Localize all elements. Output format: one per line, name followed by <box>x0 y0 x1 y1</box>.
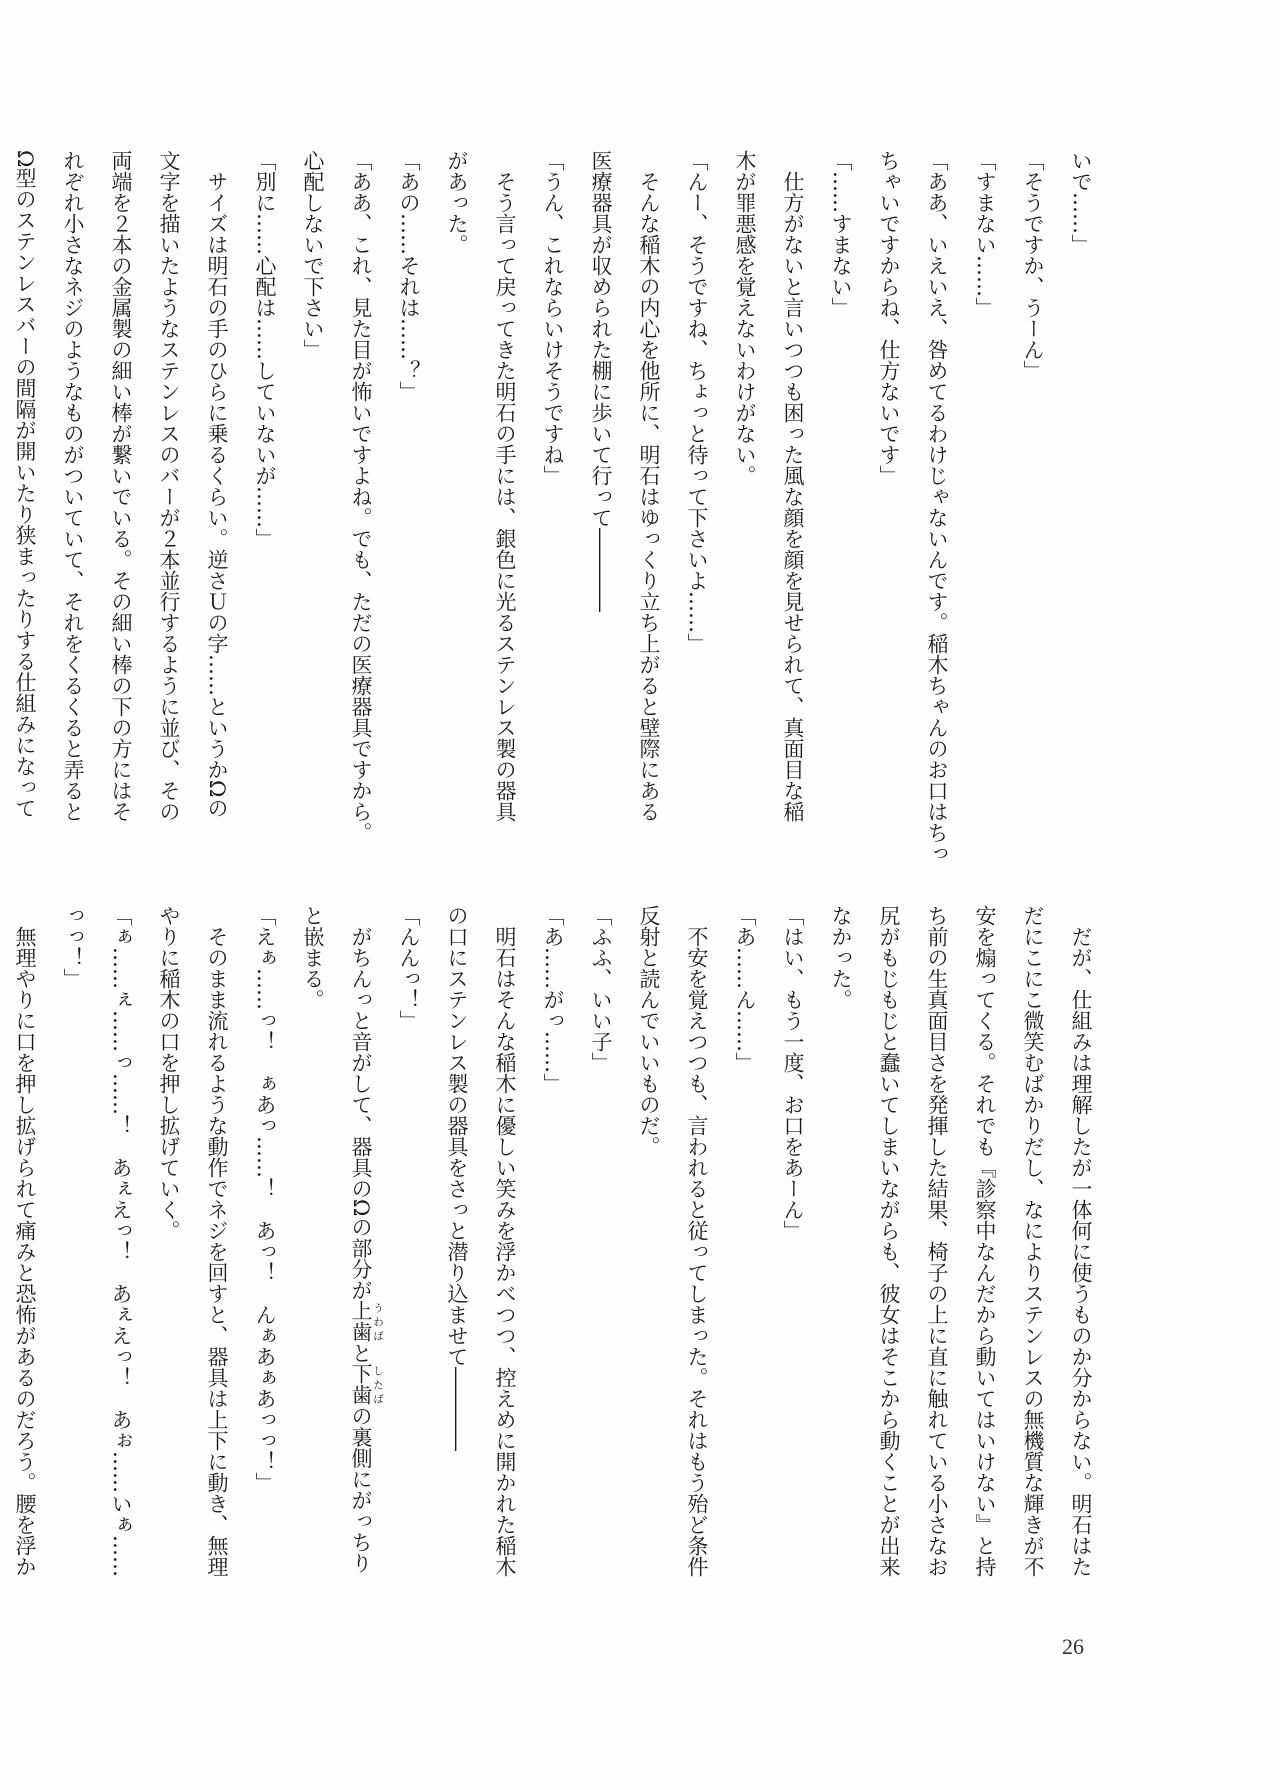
text-line: 心配しないで下さい」 <box>301 150 325 360</box>
text-line: Ω型のステンレスバーの間隔が開いたり狭まったりする仕組みになって <box>13 150 37 819</box>
text-line: 両端を２本の金属製の細い棒が繋いでいる。その細い棒の下の方にはそ <box>109 150 133 822</box>
text-line: だが、仕組みは理解したが一体何に使うものか分からない。明石はた <box>1069 905 1093 1577</box>
text-line: そのまま流れるような動作でネジを回すと、器具は上下に動き、無理 <box>205 905 229 1577</box>
text-fragment: がちんっと音がして、器具のΩの部分が <box>349 905 373 1301</box>
text-line: 明石はそんな稲木に優しい笑みを浮かべつつ、控えめに開かれた稲木 <box>493 905 517 1577</box>
ruby-lower-teeth: 下歯 したば <box>349 1363 384 1406</box>
text-line: 「ふふ、いい子」 <box>589 905 613 1073</box>
text-line: やりに稲木の口を押し拡げていく。 <box>157 905 181 1241</box>
text-line: と嵌まる。 <box>301 905 325 1010</box>
text-line: の口にステンレス製の器具をさっと潜り込ませて―――― <box>445 905 469 1451</box>
text-line: 「そうですか、うーん」 <box>1021 150 1045 381</box>
text-line: 「……すまない」 <box>829 150 853 318</box>
text-line: 「うん、これならいけそうですね」 <box>541 150 565 486</box>
text-line: 安を煽ってくる。それでも『診察中なんだから動いてはいけない』と持 <box>973 905 997 1577</box>
text-line: 「ぁ……ぇ……っ……！ あぇえっ！ あぇえっ！ あぉ……いぁ…… <box>109 905 133 1577</box>
text-line: だにこにこ微笑むばかりだし、なによりステンレスの無機質な輝きが不 <box>1021 905 1045 1577</box>
text-fragment: の裏側にがっちり <box>349 1405 373 1574</box>
text-line: があった。 <box>445 150 469 255</box>
text-line: 不安を覚えつつも、言われると従ってしまった。それはもう殆ど条件 <box>685 905 709 1577</box>
text-line: 「ああ、いえいえ、咎めてるわけじゃないんです。稲木ちゃんのお口はちっ <box>925 150 949 864</box>
text-line: 「えぁ……っ！ ぁあっ……！ あっ！ んぁあぁあっっ！」 <box>253 905 277 1493</box>
text-line: そんな稲木の内心を他所に、明石はゆっくり立ち上がると壁際にある <box>637 150 661 822</box>
text-line: 医療器具が収められた棚に歩いて行って―――― <box>589 150 613 612</box>
text-line-with-ruby <box>337 905 385 1625</box>
ruby-upper-teeth: 上歯 うわば <box>349 1300 384 1343</box>
text-line: 無理やりに口を押し拡げられて痛みと恐怖があるのだろう。腰を浮か <box>13 905 37 1577</box>
text-line: ち前の生真面目さを発揮した結果、椅子の上に直に触れている小さなお <box>925 905 949 1577</box>
text-line: 反射と読んでいいものだ。 <box>637 905 661 1157</box>
text-line: 木が罪悪感を覚えないわけがない。 <box>733 150 757 486</box>
ruby-reading: したば <box>372 1363 384 1406</box>
upper-text-block <box>0 150 1105 870</box>
text-line: れぞれ小さなネジのようなものがついていて、それをくるくると弄ると <box>61 150 85 822</box>
text-line: ちゃいですからね、仕方ないです」 <box>877 150 901 486</box>
text-line: 「あの……それは……？」 <box>397 150 421 402</box>
text-line: 「すまない……」 <box>973 150 997 318</box>
text-line: 「はい、もう一度、お口をあーん」 <box>781 905 805 1241</box>
page-number: 26 <box>1062 1634 1084 1659</box>
text-line: いで……」 <box>1069 150 1093 255</box>
text-line: 「あ……ん……」 <box>733 905 757 1073</box>
ruby-reading: うわば <box>372 1300 384 1343</box>
text-line: 仕方がないと言いつつも困った風な顔を顔を見せられて、真面目な稲 <box>781 150 805 822</box>
text-line: 「んんっ！」 <box>397 905 421 1031</box>
text-line: そう言って戻ってきた明石の手には、銀色に光るステンレス製の器具 <box>493 150 517 822</box>
text-line: 「ああ、これ、見た目が怖いですよね。でも、ただの医療器具ですから。 <box>349 150 373 843</box>
text-line: っっ！」 <box>61 905 85 989</box>
text-line: サイズは明石の手のひらに乗るくらい。逆さＵの字……というかΩの <box>205 150 229 819</box>
text-line: 「別に……心配は……していないが……」 <box>253 150 277 549</box>
text-line: 「あ……がっ……」 <box>541 905 565 1094</box>
text-line: 「んー、そうですね、ちょっと待って下さいよ……」 <box>685 150 709 654</box>
lower-text-block <box>0 905 1105 1625</box>
text-line: 文字を描いたようなステンレスのバーが２本並行するように並び、その <box>157 150 181 822</box>
text-line: 尻がもじもじと蠢いてしまいながらも、彼女はそこから動くことが出来 <box>877 905 901 1577</box>
text-fragment: と <box>349 1342 373 1364</box>
text-line: なかった。 <box>829 905 853 1010</box>
